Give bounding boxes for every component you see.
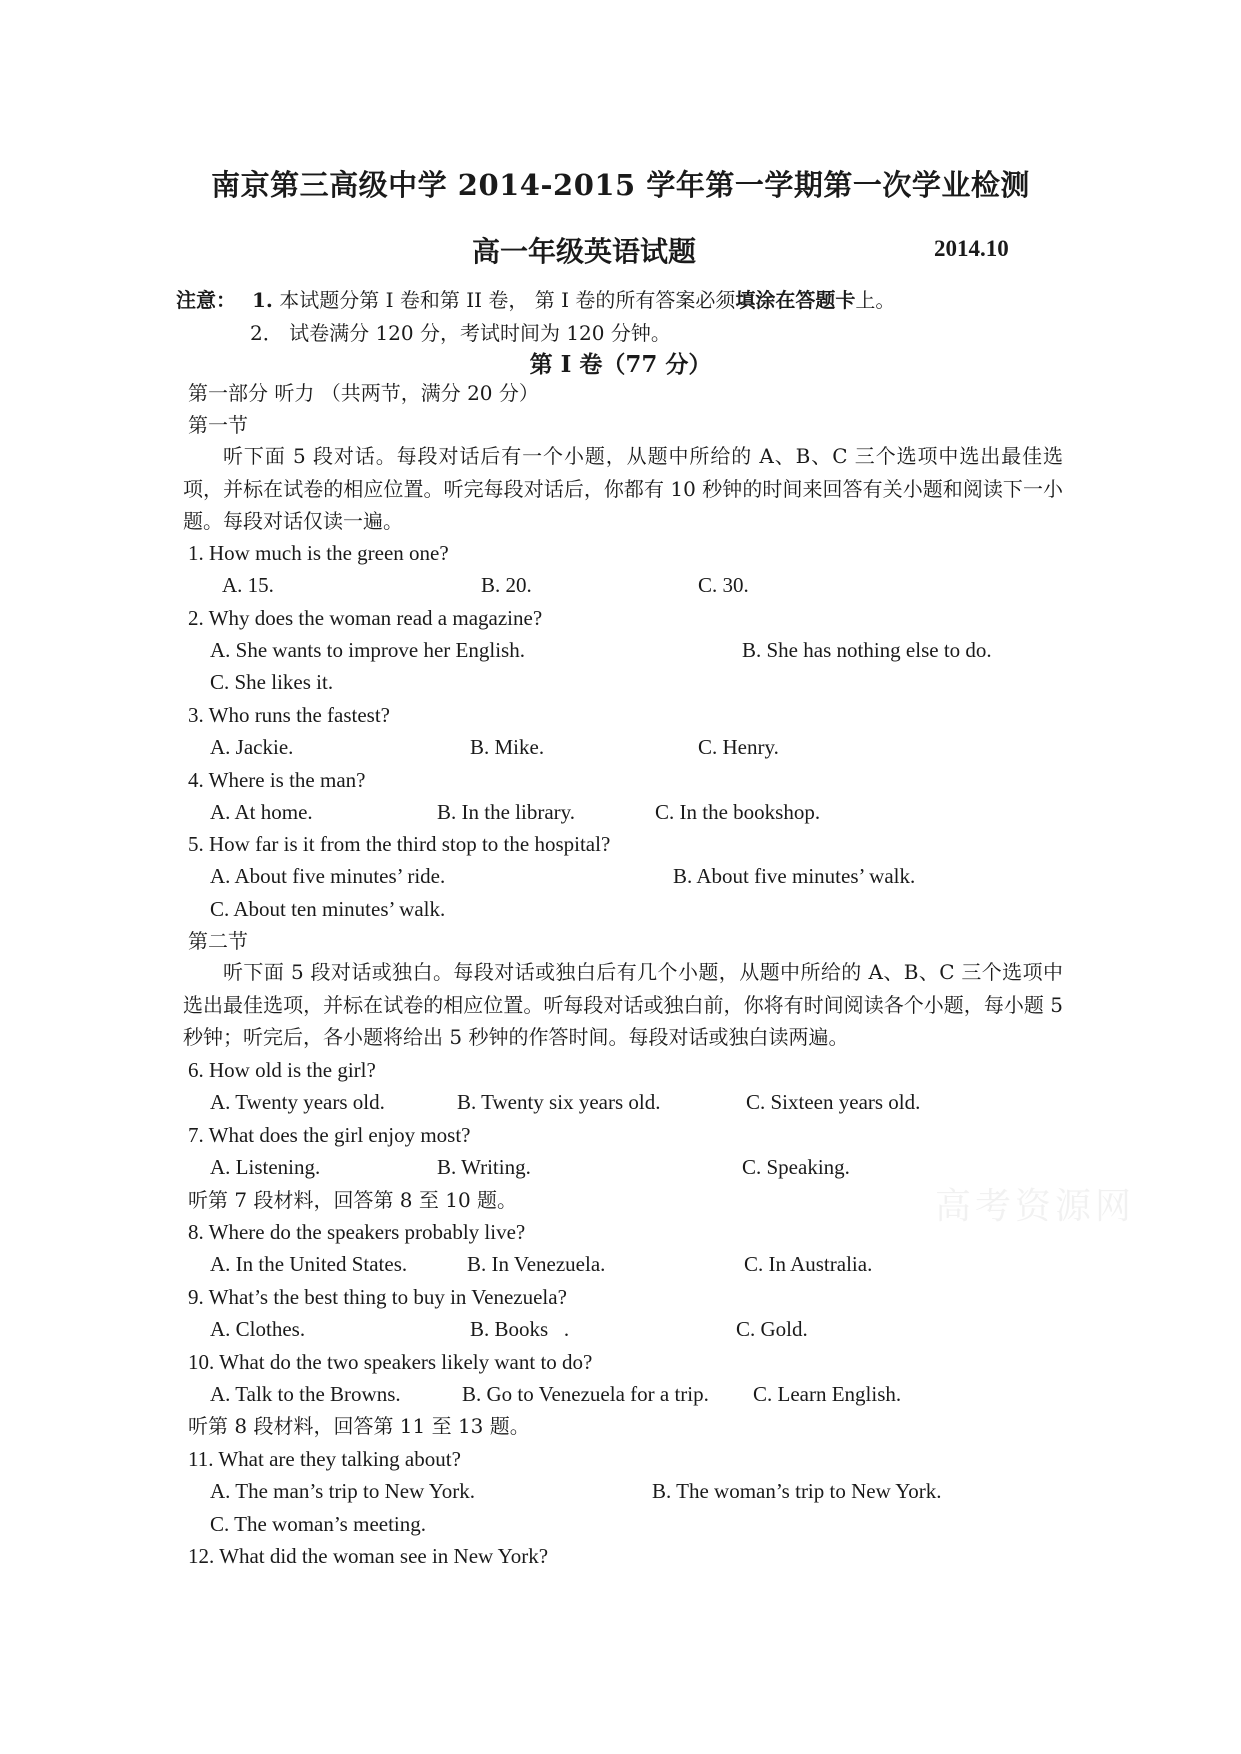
question-9-option-a: A. Clothes. — [210, 1317, 306, 1341]
notes-label: 注意： — [176, 288, 236, 312]
subsection-2-heading: 第二节 — [188, 929, 248, 953]
question-12-stem: 12. What did the woman see in New York? — [188, 1544, 549, 1568]
note-1-text-a: 本试题分第 I 卷和第 II 卷， 第 I 卷的所有答案必须 — [279, 288, 736, 312]
question-3-option-a: A. Jackie. — [210, 735, 294, 759]
question-7-stem: 7. What does the girl enjoy most? — [188, 1123, 471, 1147]
question-6-option-c: C. Sixteen years old. — [746, 1090, 921, 1114]
question-1-option-b: B. 20. — [481, 573, 532, 597]
question-11-option-c: C. The woman’s meeting. — [210, 1512, 426, 1536]
question-9-option-b: B. Books . — [470, 1317, 570, 1341]
question-2-option-b: B. She has nothing else to do. — [742, 638, 992, 662]
question-2-stem: 2. Why does the woman read a magazine? — [188, 606, 543, 630]
question-7-option-c: C. Speaking. — [742, 1155, 850, 1179]
question-3-stem: 3. Who runs the fastest? — [188, 703, 390, 727]
question-7-option-b: B. Writing. — [437, 1155, 531, 1179]
question-5-option-c: C. About ten minutes’ walk. — [210, 897, 446, 921]
question-6-option-b: B. Twenty six years old. — [457, 1090, 661, 1114]
question-3-option-c: C. Henry. — [698, 735, 779, 759]
question-2-option-a: A. She wants to improve her English. — [210, 638, 525, 662]
question-10-option-a: A. Talk to the Browns. — [210, 1382, 401, 1406]
question-6-option-a: A. Twenty years old. — [210, 1090, 385, 1114]
material-8-instruction: 听第 8 段材料，回答第 11 至 13 题。 — [188, 1414, 530, 1438]
subsection-2-instructions: 听下面 5 段对话或独白。每段对话或独白后有几个小题，从题中所给的 A、B、C 三个选项中选出最佳选项，并标在试卷的相应位置。听每段对话或独白前，你将有时间阅读各个小题，每小题 5 秒钟；听完后，各小题将给出 5 秒钟的作答时间。每段对话或独白读两遍。 — [183, 960, 1063, 1050]
question-4-stem: 4. Where is the man? — [188, 768, 366, 792]
question-5-option-b: B. About five minutes’ walk. — [673, 864, 916, 888]
subsection-1-instructions: 听下面 5 段对话。每段对话后有一个小题，从题中所给的 A、B、C 三个选项中选出最佳选项，并标在试卷的相应位置。听完每段对话后，你都有 10 秒钟的时间来回答有关小题和阅读下一小题。每段对话仅读一遍。 — [183, 444, 1063, 534]
question-1-option-a: A. 15. — [222, 573, 274, 597]
question-10-stem: 10. What do the two speakers likely want to do? — [188, 1350, 593, 1374]
note-2: 2． 试卷满分 120 分，考试时间为 120 分钟。 — [250, 321, 671, 345]
material-7-instruction: 听第 7 段材料，回答第 8 至 10 题。 — [188, 1188, 518, 1212]
question-11-option-a: A. The man’s trip to New York. — [210, 1479, 476, 1503]
question-10-option-c: C. Learn English. — [753, 1382, 902, 1406]
exam-title: 南京第三高级中学 2014-2015 学年第一学期第一次学业检测 — [211, 168, 1030, 202]
question-11-option-b: B. The woman’s trip to New York. — [652, 1479, 942, 1503]
question-8-option-c: C. In Australia. — [744, 1252, 873, 1276]
question-10-option-b: B. Go to Venezuela for a trip. — [462, 1382, 709, 1406]
note-1-text-bold: 填涂在答题卡 — [735, 288, 856, 312]
question-4-option-a: A. At home. — [210, 800, 313, 824]
question-5-option-a: A. About five minutes’ ride. — [210, 864, 446, 888]
note-1-number: 1. — [252, 288, 273, 312]
question-1-option-c: C. 30. — [698, 573, 749, 597]
question-11-stem: 11. What are they talking about? — [188, 1447, 461, 1471]
question-1-stem: 1. How much is the green one? — [188, 541, 449, 565]
question-8-option-a: A. In the United States. — [210, 1252, 408, 1276]
question-3-option-b: B. Mike. — [470, 735, 545, 759]
exam-date: 2014.10 — [934, 236, 1009, 261]
question-4-option-c: C. In the bookshop. — [655, 800, 821, 824]
question-7-option-a: A. Listening. — [210, 1155, 321, 1179]
question-5-stem: 5. How far is it from the third stop to the hospital? — [188, 832, 611, 856]
question-9-stem: 9. What’s the best thing to buy in Venezuela? — [188, 1285, 567, 1309]
question-4-option-b: B. In the library. — [437, 800, 576, 824]
note-1 — [252, 284, 895, 313]
question-6-stem: 6. How old is the girl? — [188, 1058, 376, 1082]
question-8-option-b: B. In Venezuela. — [467, 1252, 606, 1276]
subsection-1-heading: 第一节 — [188, 413, 248, 437]
note-1-text-b: 上。 — [855, 288, 896, 312]
watermark: 高考资源网 — [935, 1186, 1136, 1227]
part-1-heading: 第一部分 听力 （共两节，满分 20 分） — [188, 381, 539, 405]
section-title: 第 I 卷（77 分） — [529, 351, 712, 378]
exam-subtitle: 高一年级英语试题 — [472, 235, 697, 268]
question-2-option-c: C. She likes it. — [210, 670, 334, 694]
question-9-option-c: C. Gold. — [736, 1317, 808, 1341]
question-8-stem: 8. Where do the speakers probably live? — [188, 1220, 526, 1244]
